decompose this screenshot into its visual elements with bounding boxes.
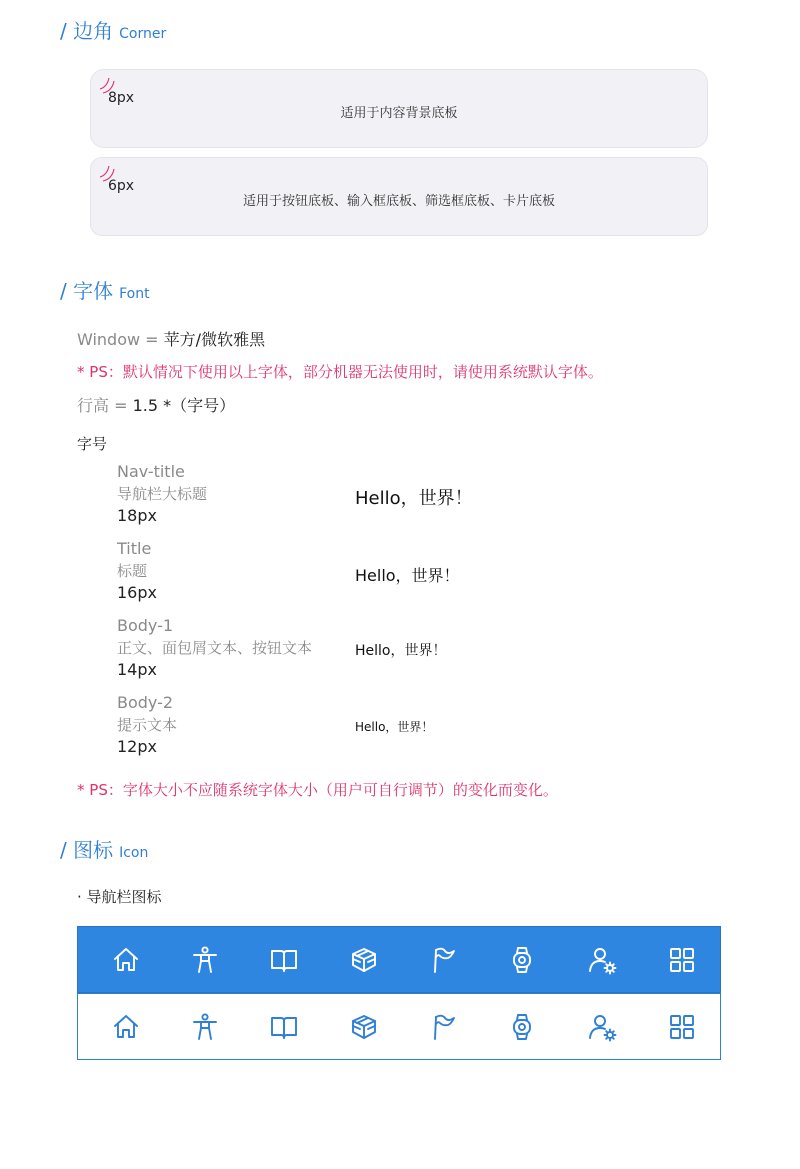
nav-bar-blue <box>77 926 721 993</box>
corner-size-label: 6px <box>108 178 135 194</box>
section-title-zh: / 字体 <box>60 279 114 303</box>
corner-description: 适用于内容背景底板 <box>340 106 458 121</box>
type-sample-18: Hello，世界！ <box>355 488 473 509</box>
corner-size-label: 8px <box>108 90 135 106</box>
grid-icon[interactable] <box>666 944 698 976</box>
type-row-title <box>117 538 157 604</box>
section-title-zh: / 图标 <box>60 838 114 862</box>
font-ps-note: * PS：默认情况下使用以上字体，部分机器无法使用时，请使用系统默认字体。 <box>77 363 603 381</box>
user-settings-icon[interactable] <box>586 1011 618 1043</box>
user-settings-icon[interactable] <box>586 944 618 976</box>
font-size-ps-note: * PS：字体大小不应随系统字体大小（用户可自行调节）的变化而变化。 <box>77 781 558 799</box>
home-icon[interactable] <box>110 1011 142 1043</box>
type-size-px: 18px <box>117 506 157 525</box>
section-title-en: Corner <box>119 26 167 42</box>
type-name-zh: 标题 <box>117 562 148 580</box>
nav-bar-white <box>77 993 721 1060</box>
type-name-en: Body-2 <box>117 693 174 712</box>
type-sample-16: Hello，世界！ <box>355 566 460 585</box>
home-icon[interactable] <box>110 944 142 976</box>
type-name-en: Nav-title <box>117 462 185 481</box>
line-height-value: 1.5 *（字号） <box>132 396 236 415</box>
type-name-zh: 导航栏大标题 <box>117 485 208 503</box>
type-sample-12: Hello，世界！ <box>355 720 434 734</box>
nav-icon-heading: · 导航栏图标 <box>77 888 162 906</box>
watch-icon[interactable] <box>506 944 538 976</box>
line-height-line <box>77 393 235 416</box>
box-icon[interactable] <box>348 944 380 976</box>
type-size-px: 16px <box>117 583 157 602</box>
type-name-zh: 提示文本 <box>117 716 178 734</box>
accessibility-icon[interactable] <box>189 944 221 976</box>
watch-icon[interactable] <box>506 1011 538 1043</box>
type-name-en: Body-1 <box>117 616 174 635</box>
box-icon[interactable] <box>348 1011 380 1043</box>
corner-card-6px <box>90 157 708 236</box>
corner-description: 适用于按钮底板、输入框底板、筛选框底板、卡片底板 <box>242 194 555 209</box>
type-size-px: 14px <box>117 660 157 679</box>
corner-card-8px <box>90 69 708 148</box>
section-title-en: Icon <box>119 845 149 861</box>
section-title-icon <box>60 834 148 863</box>
section-title-en: Font <box>119 286 150 302</box>
type-sample-14: Hello，世界！ <box>355 643 447 659</box>
font-size-heading: 字号 <box>77 435 108 453</box>
section-title-font <box>60 275 150 304</box>
section-title-zh: / 边角 <box>60 19 114 43</box>
book-icon[interactable] <box>268 1011 300 1043</box>
book-icon[interactable] <box>268 944 300 976</box>
flag-icon[interactable] <box>427 944 459 976</box>
type-row-nav-title <box>117 461 207 527</box>
type-name-en: Title <box>117 539 152 558</box>
flag-icon[interactable] <box>427 1011 459 1043</box>
type-size-px: 12px <box>117 737 157 756</box>
font-window-label: Window = <box>77 330 164 349</box>
type-row-body-1 <box>117 615 312 681</box>
type-name-zh: 正文、面包屑文本、按钮文本 <box>117 639 313 657</box>
line-height-label: 行高 = <box>77 396 133 415</box>
type-row-body-2 <box>117 692 177 758</box>
section-title-corner <box>60 15 166 44</box>
font-family-line <box>77 327 265 350</box>
grid-icon[interactable] <box>666 1011 698 1043</box>
font-window-value: 苹方/微软雅黑 <box>163 330 266 349</box>
accessibility-icon[interactable] <box>189 1011 221 1043</box>
